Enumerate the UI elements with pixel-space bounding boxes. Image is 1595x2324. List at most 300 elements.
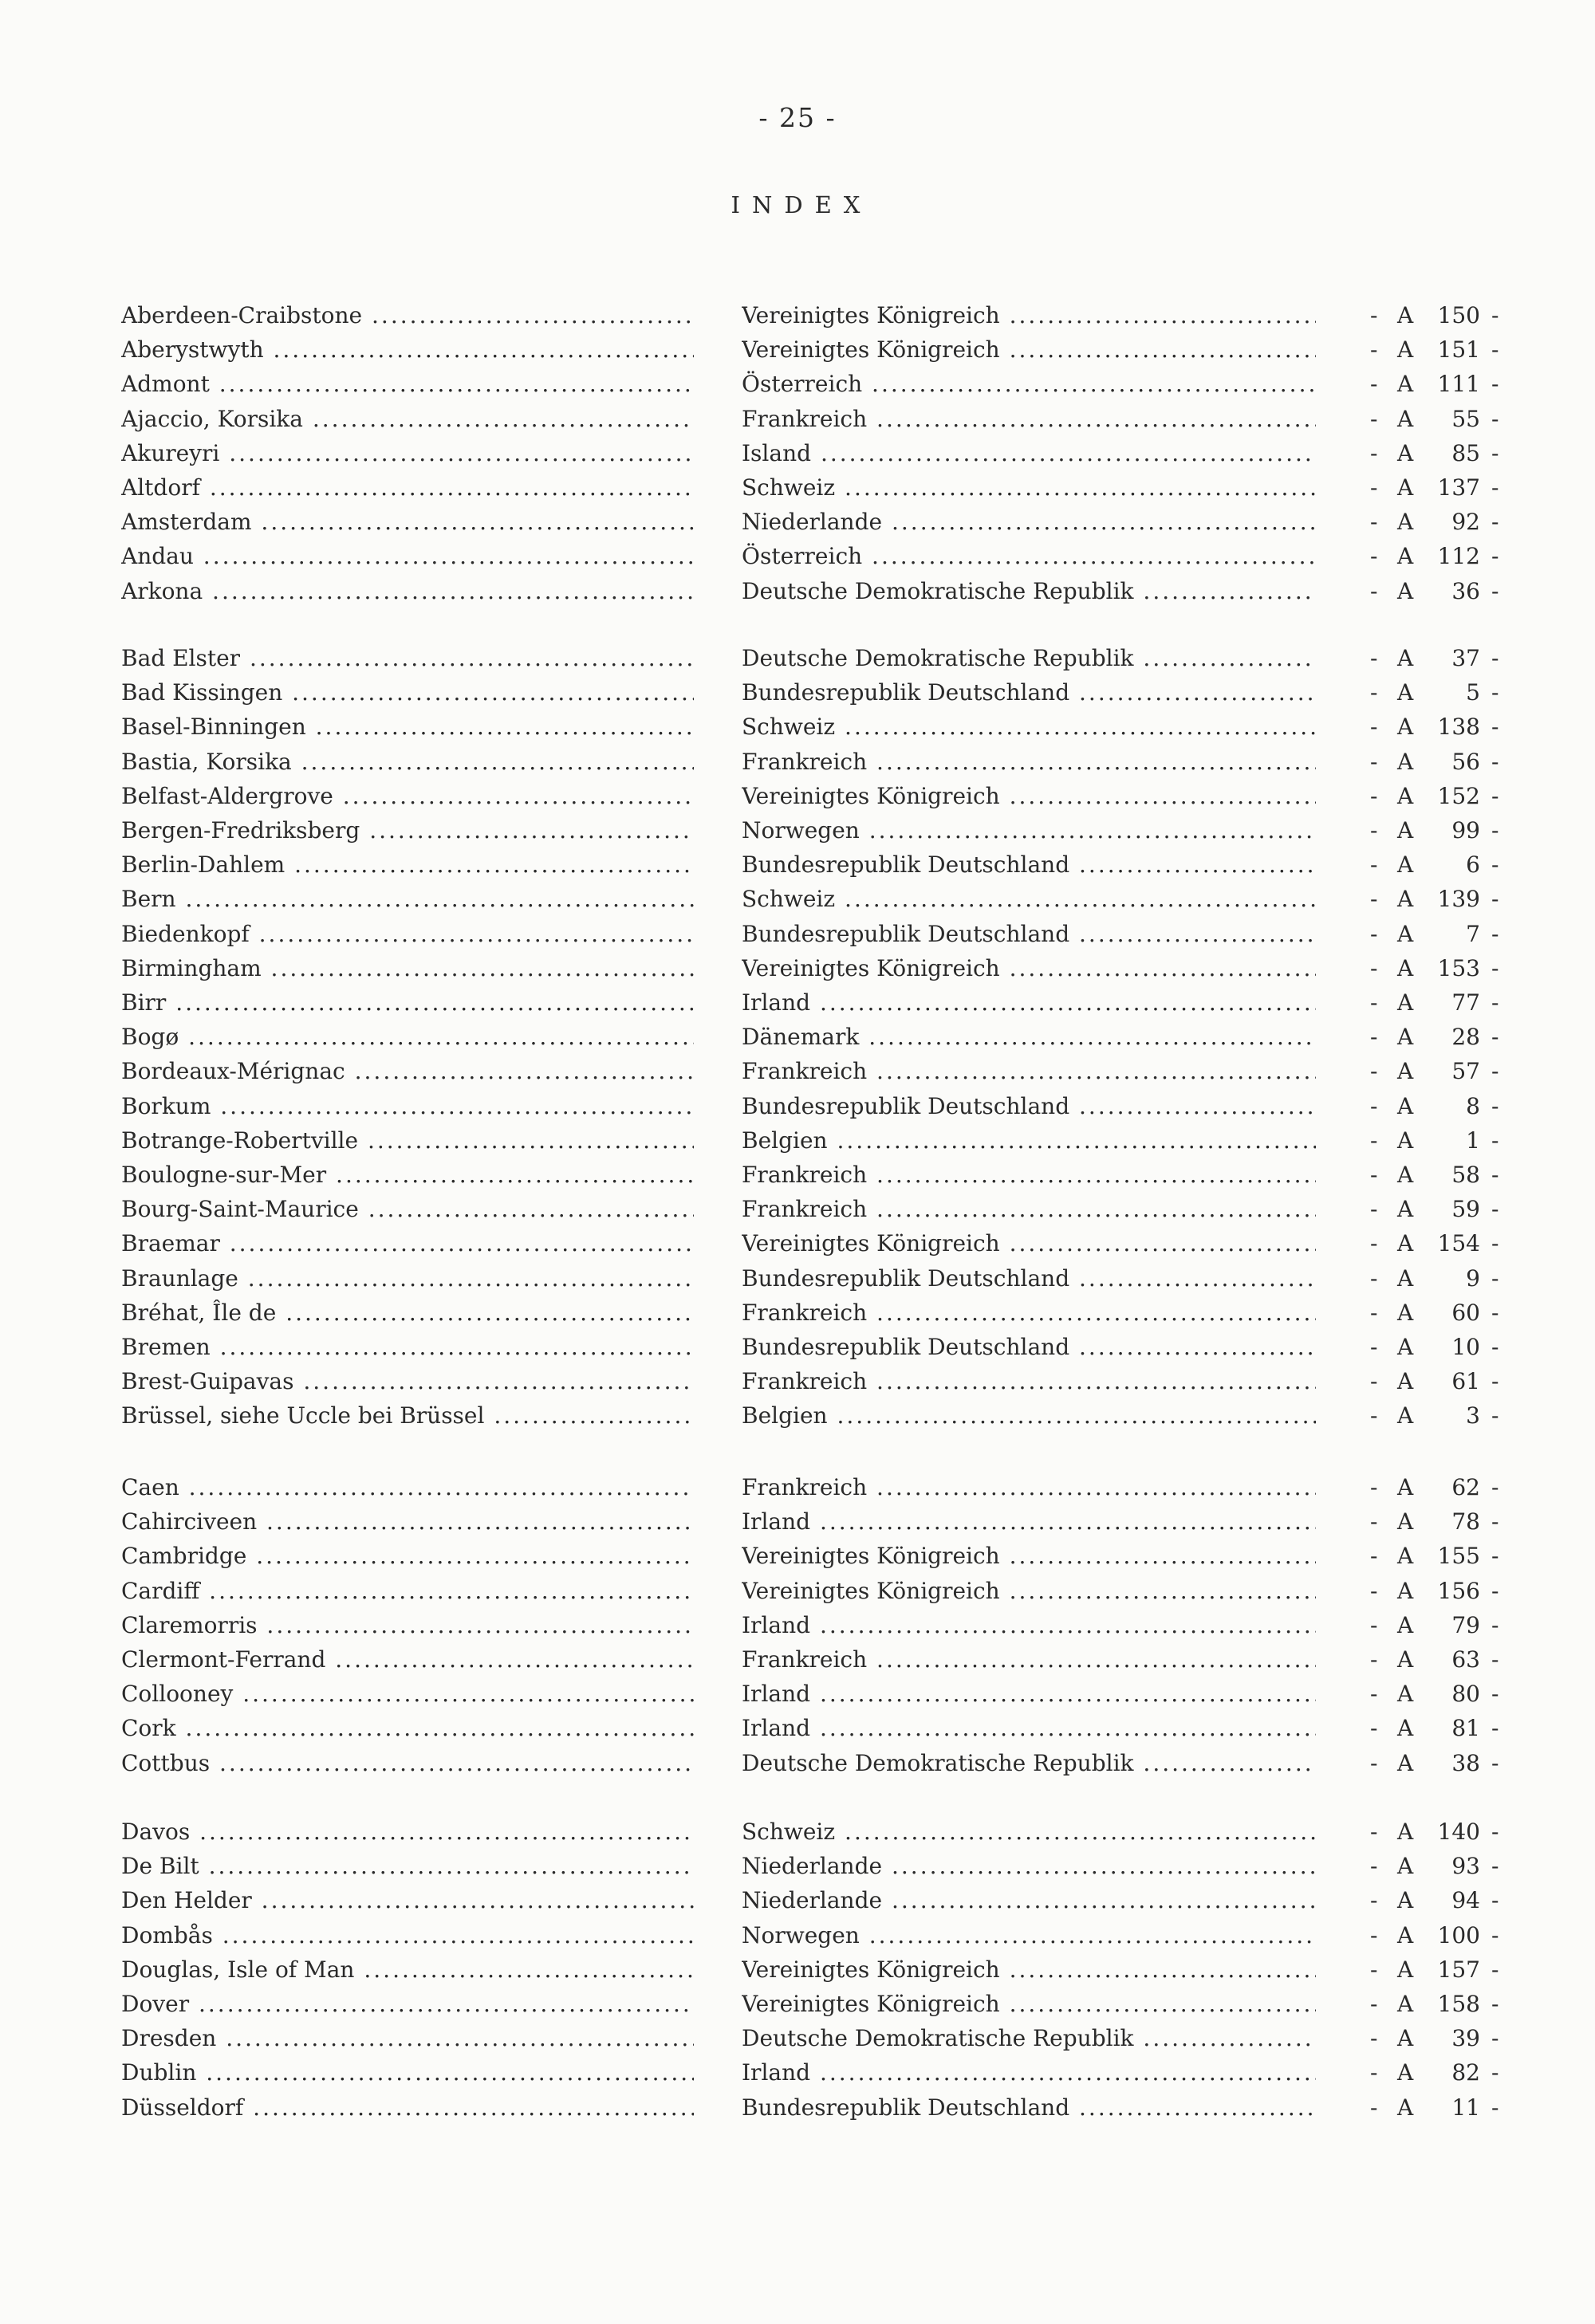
ref-number: 59 — [1451, 1196, 1480, 1223]
country-name: Deutsche Demokratische Republik ..... — [742, 2021, 1316, 2056]
ref-number: 1 — [1466, 1127, 1480, 1154]
ref-dash: - — [1370, 1853, 1378, 1880]
ref-number: 140 — [1437, 1819, 1480, 1845]
ref-dash: - — [1491, 302, 1499, 328]
place-name: Braemar ..... — [121, 1226, 694, 1261]
ref-dash: - — [1491, 1196, 1499, 1223]
ref-dash: - — [1370, 679, 1378, 706]
ref-letter: A — [1397, 2025, 1414, 2052]
country-name: Irland ..... — [742, 2055, 1316, 2090]
ref-letter: A — [1397, 817, 1414, 843]
ref-dash: - — [1370, 1956, 1378, 1983]
ref-letter: A — [1397, 1853, 1414, 1880]
ref-dash: - — [1491, 1543, 1499, 1570]
index-row — [0, 1849, 1595, 1884]
ref-letter: A — [1397, 577, 1414, 604]
country-name: Irland ..... — [742, 1711, 1316, 1746]
ref-dash: - — [1491, 1299, 1499, 1326]
ref-letter: A — [1397, 1819, 1414, 1845]
country-name: Irland ..... — [742, 1608, 1316, 1643]
ref-number: 9 — [1466, 1264, 1480, 1292]
index-row — [0, 1539, 1595, 1574]
ref-number: 8 — [1466, 1092, 1480, 1119]
ref-dash: - — [1491, 543, 1499, 570]
ref-dash: - — [1491, 439, 1499, 466]
place-name: Cahirciveen ..... — [121, 1504, 694, 1540]
ref-dash: - — [1491, 1474, 1499, 1500]
ref-dash: - — [1491, 1162, 1499, 1188]
ref-dash: - — [1370, 1819, 1378, 1845]
country-name: Frankreich ..... — [742, 1470, 1316, 1505]
index-row — [0, 675, 1595, 710]
ref-number: 99 — [1451, 817, 1480, 843]
ref-dash: - — [1370, 1368, 1378, 1395]
place-name: Dublin ..... — [121, 2055, 694, 2090]
index-row — [0, 1952, 1595, 1988]
ref-letter: A — [1397, 1715, 1414, 1742]
ref-number: 94 — [1451, 1887, 1480, 1914]
ref-dash: - — [1370, 1127, 1378, 1154]
ref-letter: A — [1397, 1474, 1414, 1500]
ref-number: 77 — [1451, 989, 1480, 1016]
ref-dash: - — [1370, 1921, 1378, 1948]
country-name: Bundesrepublik Deutschland ..... — [742, 847, 1316, 883]
ref-number: 93 — [1451, 1853, 1480, 1880]
ref-letter: A — [1397, 782, 1414, 809]
ref-dash: - — [1491, 1230, 1499, 1257]
country-name: Niederlande ..... — [742, 1849, 1316, 1884]
place-name: Arkona ..... — [121, 574, 694, 609]
ref-number: 151 — [1437, 336, 1480, 364]
index-row — [0, 2021, 1595, 2056]
ref-number: 62 — [1451, 1474, 1480, 1500]
index-row — [0, 298, 1595, 333]
country-name: Österreich ..... — [742, 367, 1316, 402]
index-row — [0, 1504, 1595, 1540]
ref-dash: - — [1491, 1264, 1499, 1292]
country-name: Island ..... — [742, 436, 1316, 471]
ref-number: 11 — [1451, 2094, 1480, 2121]
ref-dash: - — [1491, 817, 1499, 843]
ref-letter: A — [1397, 886, 1414, 913]
ref-dash: - — [1491, 1681, 1499, 1708]
ref-dash: - — [1491, 577, 1499, 604]
ref-dash: - — [1370, 1749, 1378, 1776]
ref-letter: A — [1397, 1543, 1414, 1570]
ref-number: 92 — [1451, 509, 1480, 536]
index-row — [0, 1330, 1595, 1365]
ref-letter: A — [1397, 920, 1414, 947]
index-row — [0, 2090, 1595, 2125]
index-row — [0, 641, 1595, 676]
ref-dash: - — [1370, 1646, 1378, 1673]
ref-dash: - — [1491, 1024, 1499, 1051]
ref-dash: - — [1491, 954, 1499, 981]
index-row — [0, 1677, 1595, 1712]
index-row — [0, 402, 1595, 437]
ref-letter: A — [1397, 2059, 1414, 2086]
index-row — [0, 847, 1595, 883]
index-title: INDEX — [731, 191, 872, 218]
ref-dash: - — [1491, 1887, 1499, 1914]
ref-dash: - — [1370, 1681, 1378, 1708]
ref-number: 153 — [1437, 954, 1480, 981]
index-row — [0, 367, 1595, 402]
ref-letter: A — [1397, 1611, 1414, 1638]
place-name: Collooney ..... — [121, 1677, 694, 1712]
ref-dash: - — [1370, 1264, 1378, 1292]
ref-letter: A — [1397, 1334, 1414, 1360]
index-row — [0, 1398, 1595, 1433]
ref-letter: A — [1397, 474, 1414, 501]
ref-dash: - — [1370, 1334, 1378, 1360]
ref-dash: - — [1491, 1646, 1499, 1673]
ref-dash: - — [1491, 2025, 1499, 2052]
ref-letter: A — [1397, 748, 1414, 775]
country-name: Frankreich ..... — [742, 1364, 1316, 1399]
ref-dash: - — [1491, 1508, 1499, 1536]
ref-dash: - — [1370, 1196, 1378, 1223]
ref-letter: A — [1397, 1508, 1414, 1536]
ref-dash: - — [1370, 302, 1378, 328]
country-name: Belgien ..... — [742, 1398, 1316, 1433]
ref-letter: A — [1397, 989, 1414, 1016]
country-name: Vereinigtes Königreich ..... — [742, 1952, 1316, 1988]
ref-number: 3 — [1466, 1402, 1480, 1429]
place-name: Bremen ..... — [121, 1330, 694, 1365]
place-name: Den Helder ..... — [121, 1883, 694, 1918]
country-name: Norwegen ..... — [742, 813, 1316, 848]
ref-letter: A — [1397, 1196, 1414, 1223]
ref-dash: - — [1491, 782, 1499, 809]
ref-letter: A — [1397, 1299, 1414, 1326]
ref-dash: - — [1370, 1058, 1378, 1085]
ref-dash: - — [1370, 509, 1378, 536]
ref-dash: - — [1491, 851, 1499, 879]
place-name: Bergen-Fredriksberg ..... — [121, 813, 694, 848]
ref-number: 138 — [1437, 714, 1480, 741]
place-name: Belfast-Aldergrove ..... — [121, 779, 694, 814]
index-row — [0, 710, 1595, 745]
ref-dash: - — [1370, 1162, 1378, 1188]
ref-dash: - — [1491, 714, 1499, 741]
ref-dash: - — [1491, 1611, 1499, 1638]
country-name: Vereinigtes Königreich ..... — [742, 1574, 1316, 1609]
country-name: Frankreich ..... — [742, 402, 1316, 437]
country-name: Vereinigtes Königreich ..... — [742, 298, 1316, 333]
ref-dash: - — [1491, 1749, 1499, 1776]
ref-letter: A — [1397, 1024, 1414, 1051]
ref-dash: - — [1370, 920, 1378, 947]
ref-dash: - — [1370, 2059, 1378, 2086]
ref-dash: - — [1370, 851, 1378, 879]
country-name: Frankreich ..... — [742, 1054, 1316, 1089]
ref-number: 156 — [1437, 1577, 1480, 1604]
ref-dash: - — [1370, 336, 1378, 364]
index-row — [0, 917, 1595, 952]
ref-dash: - — [1370, 645, 1378, 671]
country-name: Vereinigtes Königreich ..... — [742, 1987, 1316, 2022]
ref-dash: - — [1370, 1543, 1378, 1570]
ref-letter: A — [1397, 1991, 1414, 2017]
ref-letter: A — [1397, 509, 1414, 536]
index-row — [0, 1226, 1595, 1261]
ref-letter: A — [1397, 1264, 1414, 1292]
country-name: Niederlande ..... — [742, 1883, 1316, 1918]
ref-number: 137 — [1437, 474, 1480, 501]
ref-dash: - — [1491, 1956, 1499, 1983]
index-row — [0, 2055, 1595, 2090]
ref-letter: A — [1397, 714, 1414, 741]
index-row — [0, 813, 1595, 848]
ref-dash: - — [1491, 748, 1499, 775]
ref-letter: A — [1397, 1887, 1414, 1914]
place-name: Borkum ..... — [121, 1089, 694, 1124]
ref-number: 37 — [1451, 645, 1480, 671]
ref-number: 55 — [1451, 405, 1480, 432]
place-name: Admont ..... — [121, 367, 694, 402]
ref-dash: - — [1491, 1334, 1499, 1360]
ref-number: 56 — [1451, 748, 1480, 775]
ref-number: 39 — [1451, 2025, 1480, 2052]
ref-letter: A — [1397, 439, 1414, 466]
country-name: Bundesrepublik Deutschland ..... — [742, 1261, 1316, 1296]
index-row — [0, 1918, 1595, 1953]
index-row — [0, 1746, 1595, 1781]
ref-number: 5 — [1466, 679, 1480, 706]
ref-dash: - — [1370, 1092, 1378, 1119]
country-name: Vereinigtes Königreich ..... — [742, 332, 1316, 368]
country-name: Belgien ..... — [742, 1123, 1316, 1158]
place-name: Caen ..... — [121, 1470, 694, 1505]
index-row — [0, 1020, 1595, 1055]
place-name: Bréhat, Île de ..... — [121, 1296, 694, 1331]
ref-dash: - — [1491, 1058, 1499, 1085]
ref-dash: - — [1370, 371, 1378, 398]
country-name: Vereinigtes Königreich ..... — [742, 779, 1316, 814]
ref-number: 57 — [1451, 1058, 1480, 1085]
index-row — [0, 1192, 1595, 1227]
ref-letter: A — [1397, 1681, 1414, 1708]
ref-letter: A — [1397, 679, 1414, 706]
ref-dash: - — [1491, 1819, 1499, 1845]
index-row — [0, 1470, 1595, 1505]
ref-number: 80 — [1451, 1681, 1480, 1708]
ref-number: 154 — [1437, 1230, 1480, 1257]
place-name: Brest-Guipavas ..... — [121, 1364, 694, 1399]
ref-dash: - — [1370, 2025, 1378, 2052]
place-name: Davos ..... — [121, 1815, 694, 1850]
ref-dash: - — [1370, 989, 1378, 1016]
ref-dash: - — [1370, 1508, 1378, 1536]
place-name: Bastia, Korsika ..... — [121, 745, 694, 780]
place-name: Cambridge ..... — [121, 1539, 694, 1574]
ref-dash: - — [1491, 989, 1499, 1016]
ref-dash: - — [1491, 405, 1499, 432]
ref-dash: - — [1370, 439, 1378, 466]
country-name: Bundesrepublik Deutschland ..... — [742, 1089, 1316, 1124]
country-name: Frankreich ..... — [742, 1192, 1316, 1227]
country-name: Frankreich ..... — [742, 1158, 1316, 1193]
ref-number: 28 — [1451, 1024, 1480, 1051]
ref-number: 82 — [1451, 2059, 1480, 2086]
ref-dash: - — [1491, 336, 1499, 364]
country-name: Frankreich ..... — [742, 745, 1316, 780]
ref-dash: - — [1491, 645, 1499, 671]
ref-dash: - — [1370, 1230, 1378, 1257]
index-row — [0, 539, 1595, 574]
ref-number: 139 — [1437, 886, 1480, 913]
ref-dash: - — [1491, 1368, 1499, 1395]
index-row — [0, 505, 1595, 540]
ref-letter: A — [1397, 851, 1414, 879]
ref-dash: - — [1370, 577, 1378, 604]
country-name: Schweiz ..... — [742, 710, 1316, 745]
ref-dash: - — [1491, 886, 1499, 913]
ref-dash: - — [1370, 1474, 1378, 1500]
ref-number: 112 — [1437, 543, 1480, 570]
country-name: Deutsche Demokratische Republik ..... — [742, 641, 1316, 676]
ref-number: 6 — [1466, 851, 1480, 879]
place-name: Basel-Binningen ..... — [121, 710, 694, 745]
place-name: Bern ..... — [121, 882, 694, 917]
ref-number: 38 — [1451, 1749, 1480, 1776]
place-name: Clermont-Ferrand ..... — [121, 1642, 694, 1677]
country-name: Bundesrepublik Deutschland ..... — [742, 1330, 1316, 1365]
ref-dash: - — [1491, 371, 1499, 398]
ref-number: 61 — [1451, 1368, 1480, 1395]
ref-number: 150 — [1437, 302, 1480, 328]
country-name: Frankreich ..... — [742, 1642, 1316, 1677]
country-name: Schweiz ..... — [742, 470, 1316, 505]
ref-number: 111 — [1437, 371, 1480, 398]
ref-dash: - — [1370, 782, 1378, 809]
index-row — [0, 951, 1595, 986]
index-row — [0, 1261, 1595, 1296]
index-row — [0, 1089, 1595, 1124]
ref-letter: A — [1397, 405, 1414, 432]
place-name: Dover ..... — [121, 1987, 694, 2022]
ref-letter: A — [1397, 1646, 1414, 1673]
ref-letter: A — [1397, 2094, 1414, 2121]
place-name: Andau ..... — [121, 539, 694, 574]
ref-dash: - — [1370, 474, 1378, 501]
index-row — [0, 985, 1595, 1020]
ref-dash: - — [1370, 1887, 1378, 1914]
ref-dash: - — [1491, 1127, 1499, 1154]
country-name: Bundesrepublik Deutschland ..... — [742, 675, 1316, 710]
place-name: Ajaccio, Korsika ..... — [121, 402, 694, 437]
place-name: Brüssel, siehe Uccle bei Brüssel ..... — [121, 1398, 694, 1433]
ref-letter: A — [1397, 543, 1414, 570]
ref-dash: - — [1370, 543, 1378, 570]
place-name: Altdorf ..... — [121, 470, 694, 505]
place-name: Cork ..... — [121, 1711, 694, 1746]
ref-dash: - — [1491, 679, 1499, 706]
ref-letter: A — [1397, 371, 1414, 398]
ref-dash: - — [1491, 1092, 1499, 1119]
place-name: Biedenkopf ..... — [121, 917, 694, 952]
place-name: Claremorris ..... — [121, 1608, 694, 1643]
place-name: Braunlage ..... — [121, 1261, 694, 1296]
ref-number: 152 — [1437, 782, 1480, 809]
index-row — [0, 470, 1595, 505]
country-name: Bundesrepublik Deutschland ..... — [742, 917, 1316, 952]
country-name: Deutsche Demokratische Republik ..... — [742, 1746, 1316, 1781]
ref-dash: - — [1491, 920, 1499, 947]
ref-number: 155 — [1437, 1543, 1480, 1570]
index-row — [0, 745, 1595, 780]
place-name: Akureyri ..... — [121, 436, 694, 471]
index-row — [0, 779, 1595, 814]
index-row — [0, 1296, 1595, 1331]
place-name: Bordeaux-Mérignac ..... — [121, 1054, 694, 1089]
index-row — [0, 574, 1595, 609]
country-name: Bundesrepublik Deutschland ..... — [742, 2090, 1316, 2125]
ref-dash: - — [1370, 714, 1378, 741]
country-name: Niederlande ..... — [742, 505, 1316, 540]
index-row — [0, 1123, 1595, 1158]
index-row — [0, 1158, 1595, 1193]
ref-number: 36 — [1451, 577, 1480, 604]
ref-letter: A — [1397, 1956, 1414, 1983]
ref-dash: - — [1491, 474, 1499, 501]
ref-letter: A — [1397, 1127, 1414, 1154]
ref-dash: - — [1491, 1715, 1499, 1742]
ref-number: 78 — [1451, 1508, 1480, 1536]
ref-dash: - — [1370, 1611, 1378, 1638]
ref-number: 85 — [1451, 439, 1480, 466]
ref-number: 10 — [1451, 1334, 1480, 1360]
ref-dash: - — [1370, 2094, 1378, 2121]
ref-letter: A — [1397, 302, 1414, 328]
index-row — [0, 1608, 1595, 1643]
country-name: Schweiz ..... — [742, 1815, 1316, 1850]
index-row — [0, 436, 1595, 471]
ref-letter: A — [1397, 1230, 1414, 1257]
place-name: Düsseldorf ..... — [121, 2090, 694, 2125]
ref-number: 7 — [1466, 920, 1480, 947]
ref-dash: - — [1491, 1853, 1499, 1880]
place-name: Berlin-Dahlem ..... — [121, 847, 694, 883]
country-name: Irland ..... — [742, 985, 1316, 1020]
country-name: Österreich ..... — [742, 539, 1316, 574]
ref-letter: A — [1397, 1749, 1414, 1776]
place-name: Bad Elster ..... — [121, 641, 694, 676]
place-name: Birmingham ..... — [121, 951, 694, 986]
ref-dash: - — [1370, 748, 1378, 775]
ref-letter: A — [1397, 1402, 1414, 1429]
ref-number: 100 — [1437, 1921, 1480, 1948]
ref-dash: - — [1370, 1402, 1378, 1429]
country-name: Frankreich ..... — [742, 1296, 1316, 1331]
ref-number: 60 — [1451, 1299, 1480, 1326]
ref-dash: - — [1370, 1299, 1378, 1326]
place-name: Botrange-Robertville ..... — [121, 1123, 694, 1158]
ref-letter: A — [1397, 336, 1414, 364]
ref-dash: - — [1370, 1024, 1378, 1051]
place-name: Birr ..... — [121, 985, 694, 1020]
country-name: Deutsche Demokratische Republik ..... — [742, 574, 1316, 609]
country-name: Schweiz ..... — [742, 882, 1316, 917]
place-name: Boulogne-sur-Mer ..... — [121, 1158, 694, 1193]
ref-dash: - — [1370, 886, 1378, 913]
place-name: Cottbus ..... — [121, 1746, 694, 1781]
ref-dash: - — [1370, 954, 1378, 981]
country-name: Vereinigtes Königreich ..... — [742, 1539, 1316, 1574]
ref-number: 58 — [1451, 1162, 1480, 1188]
ref-dash: - — [1370, 1715, 1378, 1742]
